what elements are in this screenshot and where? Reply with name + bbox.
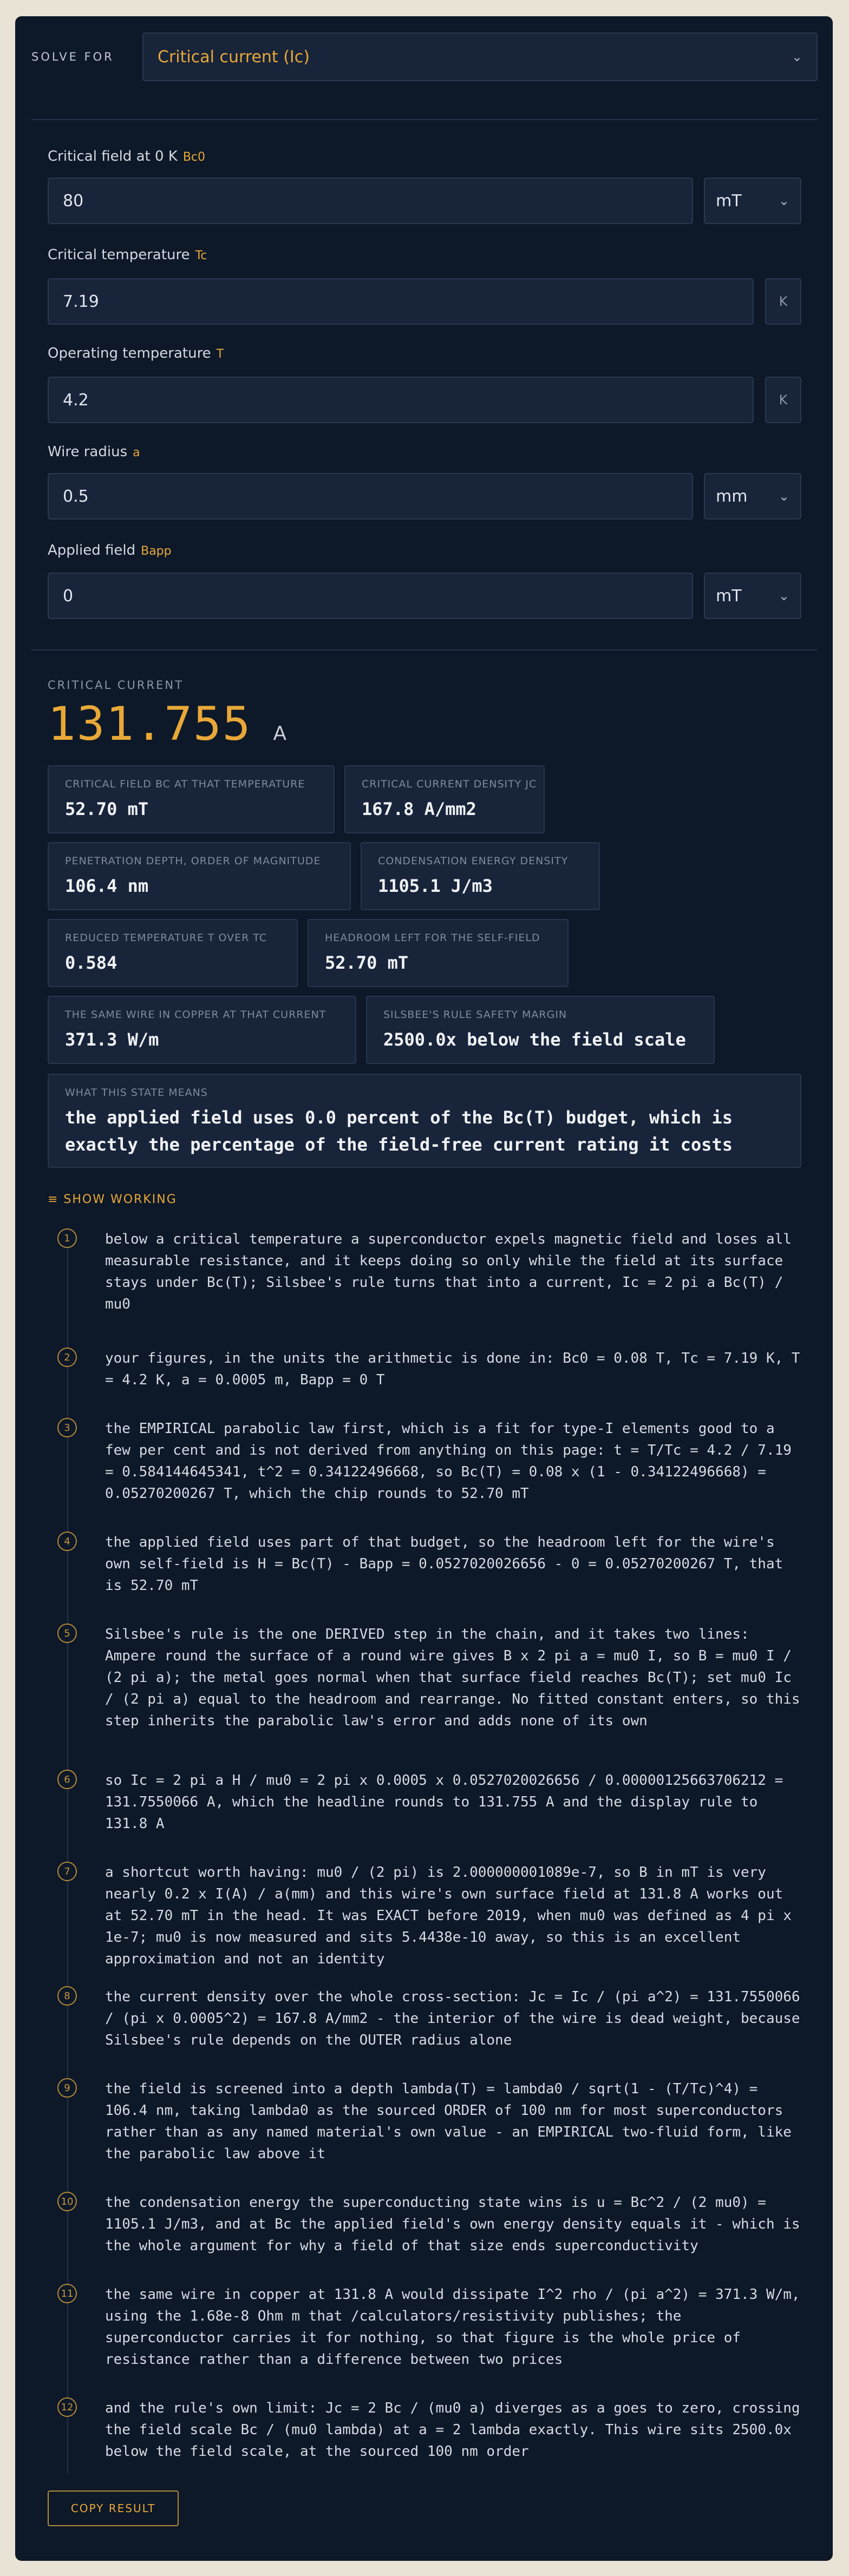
card-condensation-energy: CONDENSATION ENERGY DENSITY 1105.1 J/m3 xyxy=(361,842,600,910)
symbol-t: T xyxy=(216,347,224,361)
step-text: the field is screened into a depth lambda(T) = lambda0 / sqrt(1 - (T/Tc)^4) = 106.4 nm, taking lambda0 as the sourced ORDER of 100 nm for most superconductors rather than as any named material's own value - an EMPIRICAL two-fluid form, like the parabolic law above it xyxy=(105,2081,792,2162)
step-number: 9 xyxy=(57,2078,77,2098)
solve-for-select[interactable] xyxy=(142,32,818,81)
solve-for-selected: Critical current (Ic) xyxy=(158,47,310,67)
field-label-tc: Critical temperature Tc xyxy=(48,247,207,263)
result-value: 131.755 A xyxy=(48,697,288,751)
bc0-unit-select[interactable]: mT ⌄ xyxy=(704,178,801,224)
step-number: 4 xyxy=(57,1532,77,1551)
step-text: so Ic = 2 pi a H / mu0 = 2 pi x 0.0005 x 0.0527020026656 / 0.00000125663706212 = 131.7550066 A, which the headline rounds to 131.755 A and the display rule to 131.8 A xyxy=(105,1772,783,1832)
card-headroom: HEADROOM LEFT FOR THE SELF-FIELD 52.70 mT xyxy=(308,919,569,987)
copy-result-button[interactable]: COPY RESULT xyxy=(48,2490,179,2526)
field-label-t: Operating temperature T xyxy=(48,345,224,362)
symbol-bc0: Bc0 xyxy=(182,150,206,164)
chevron-down-icon: ⌄ xyxy=(778,489,789,504)
card-copper-comparison: THE SAME WIRE IN COPPER AT THAT CURRENT 371.3 W/m xyxy=(48,996,356,1064)
divider xyxy=(31,119,818,120)
step-number: 6 xyxy=(57,1770,77,1789)
step-number: 3 xyxy=(57,1418,77,1437)
step-number: 8 xyxy=(57,1986,77,2006)
card-silsbee-margin: SILSBEE'S RULE SAFETY MARGIN 2500.0x below the field scale xyxy=(366,996,715,1064)
card-penetration-depth: PENETRATION DEPTH, ORDER OF MAGNITUDE 106.4 nm xyxy=(48,842,351,910)
step-text: the condensation energy the superconducting state wins is u = Bc^2 / (2 mu0) = 1105.1 J/m3, and at Bc the applied field's own energy density equals it - which is the whole argument for why a field of that size ends superconductivity xyxy=(105,2194,800,2254)
bapp-unit-select[interactable]: mT ⌄ xyxy=(704,573,801,619)
step-number: 5 xyxy=(57,1624,77,1643)
solve-for-row xyxy=(31,32,818,81)
field-label-a: Wire radius a xyxy=(48,444,140,460)
t-input[interactable]: 4.2 xyxy=(48,377,754,423)
chevron-down-icon: ⌄ xyxy=(778,193,789,208)
step-text: a shortcut worth having: mu0 / (2 pi) is 2.000000001089e-7, so B in mT is very nearly 0.2 x I(A) / a(mm) and this wire's own surface field at 131.8 A works out at 52.70 mT in the head. It was EXACT before 2019, when mu0 was defined as 4 pi x 1e-7; mu0 is now measured and sits 5.4438e-10 away, so this is an excellent approximation and not an identity xyxy=(105,1864,792,1967)
symbol-bapp: Bapp xyxy=(141,544,172,558)
tc-unit: K xyxy=(765,278,801,325)
chevron-down-icon: ⌄ xyxy=(791,49,802,64)
step-number: 1 xyxy=(57,1228,77,1248)
bapp-input[interactable]: 0 xyxy=(48,573,693,619)
result-unit: A xyxy=(273,722,288,745)
bc0-input[interactable]: 80 xyxy=(48,178,693,224)
step-text: the applied field uses part of that budget, so the headroom left for the wire's own self-field is H = Bc(T) - Bapp = 0.0527020026656 - 0 = 0.05270200267 T, that is 52.70 mT xyxy=(105,1534,783,1594)
chevron-down-icon: ⌄ xyxy=(778,588,789,603)
field-label-bc0: Critical field at 0 K Bc0 xyxy=(48,148,206,165)
card-current-density: CRITICAL CURRENT DENSITY JC 167.8 A/mm2 xyxy=(344,765,545,833)
a-input[interactable]: 0.5 xyxy=(48,473,693,520)
step-text: the EMPIRICAL parabolic law first, which is a fit for type-I elements good to a few per cent and is not derived from anything on this page: t = T/Tc = 4.2 / 7.19 = 0.584144645341, t^2 = 0.34122496668, so Bc(T) = 0.08 x (1 - 0.34122496668) = 0.05270200267 T, which the chip rounds to 52.70 mT xyxy=(105,1421,792,1502)
step-text: the current density over the whole cross-section: Jc = Ic / (pi a^2) = 131.7550066 / (pi x 0.0005^2) = 167.8 A/mm2 - the interior of the wire is dead weight, because Silsbee's rule depends on the OUTER radius alone xyxy=(105,1989,800,2048)
step-text: below a critical temperature a superconductor expels magnetic field and loses all measurable resistance, and it keeps doing so only while the field at its surface stays under Bc(T); Silsbee's rule turns that into a current, Ic = 2 pi a Bc(T) / mu0 xyxy=(105,1231,792,1312)
step-number: 11 xyxy=(57,2284,77,2303)
symbol-a: a xyxy=(133,446,140,459)
step-number: 7 xyxy=(57,1862,77,1881)
solve-for-label: SOLVE FOR xyxy=(31,50,114,63)
field-label-bapp: Applied field Bapp xyxy=(48,542,172,558)
tc-input[interactable]: 7.19 xyxy=(48,278,754,325)
step-number: 10 xyxy=(57,2192,77,2211)
card-critical-field: CRITICAL FIELD BC AT THAT TEMPERATURE 52.70 mT xyxy=(48,765,335,833)
result-label: CRITICAL CURRENT xyxy=(48,679,184,692)
t-unit: K xyxy=(765,377,801,423)
step-text: the same wire in copper at 131.8 A would dissipate I^2 rho / (pi a^2) = 371.3 W/m, using the 1.68e-8 Ohm m that /calculators/resistivity publishes; the superconductor carries it for nothing, so that figure is the whole price of resistance rather than a difference between two prices xyxy=(105,2286,800,2368)
step-number: 12 xyxy=(57,2397,77,2417)
card-state-meaning: WHAT THIS STATE MEANS the applied field uses 0.0 percent of the Bc(T) budget, which is exactly the percentage of the field-free current rating it costs xyxy=(48,1074,801,1168)
step-number: 2 xyxy=(57,1348,77,1367)
divider xyxy=(31,649,818,650)
symbol-tc: Tc xyxy=(195,249,207,262)
step-text: and the rule's own limit: Jc = 2 Bc / (mu0 a) diverges as a goes to zero, crossing the field scale Bc / (mu0 lambda) at a = 2 lambda exactly. This wire sits 2500.0x below the field scale, at the sourced 100 nm order xyxy=(105,2400,800,2460)
step-text: Silsbee's rule is the one DERIVED step in the chain, and it takes two lines: Ampere round the surface of a round wire gives B x 2 pi a = mu0 I, so B = mu0 I / (2 pi a); the metal goes normal when that surface field reaches Bc(T); set mu0 Ic / (2 pi a) equal to the headroom and rearrange. No fitted constant enters, so this step inherits the parabolic law's error and adds none of its own xyxy=(105,1626,800,1729)
a-unit-select[interactable]: mm ⌄ xyxy=(704,473,801,520)
card-reduced-temperature: REDUCED TEMPERATURE T OVER TC 0.584 xyxy=(48,919,298,987)
step-text: your figures, in the units the arithmetic is done in: Bc0 = 0.08 T, Tc = 7.19 K, T = 4.2 K, a = 0.0005 m, Bapp = 0 T xyxy=(105,1350,800,1388)
show-working-toggle[interactable]: ≡ SHOW WORKING xyxy=(48,1193,177,1206)
